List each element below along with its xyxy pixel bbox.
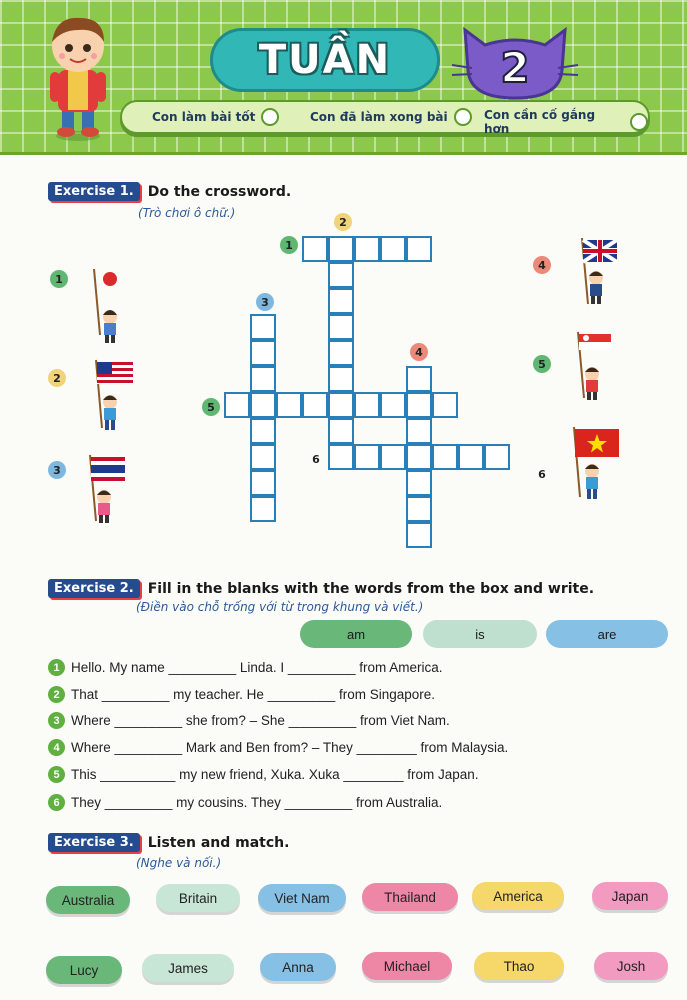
country-vietnam[interactable]: Viet Nam: [258, 884, 346, 912]
name-james[interactable]: James: [142, 954, 234, 982]
exercise2-subtitle: (Điền vào chỗ trống với từ trong khung và viết.): [136, 600, 424, 614]
kid-britain-flag-icon: [578, 236, 622, 310]
sentence-number: 5: [48, 766, 65, 783]
name-lucy[interactable]: Lucy: [46, 956, 122, 984]
exercise2-tag: Exercise 2.: [48, 579, 140, 598]
crossword-cell[interactable]: [328, 444, 354, 470]
word-box-is: is: [423, 620, 537, 648]
country-america[interactable]: America: [472, 882, 564, 910]
sentence-text: Hello. My name _________ Linda. I _________ from America.: [71, 660, 443, 675]
crossword-cell[interactable]: [328, 392, 354, 418]
name-josh[interactable]: Josh: [594, 952, 668, 980]
crossword-cell[interactable]: [406, 496, 432, 522]
word-box-are: are: [546, 620, 668, 648]
sentence-number: 6: [48, 794, 65, 811]
sentence-1[interactable]: [48, 659, 442, 676]
sentence-text: They _________ my cousins. They _________ from Australia.: [71, 795, 443, 810]
crossword-cell[interactable]: [380, 444, 406, 470]
crossword-cell[interactable]: [406, 444, 432, 470]
crossword-number-5: 5: [202, 398, 220, 416]
crossword-cell[interactable]: [354, 236, 380, 262]
flag-number-4: 4: [533, 256, 551, 274]
crossword-cell[interactable]: [250, 444, 276, 470]
week-title: TUẦN: [258, 37, 392, 83]
exercise1-subtitle: (Trò chơi ô chữ.): [138, 206, 236, 220]
rating-done-label: Con đã làm xong bài: [310, 110, 448, 124]
sentence-number: 1: [48, 659, 65, 676]
rating-try-harder-label: Con cần cố gắng hơn: [484, 108, 596, 136]
sentence-text: That _________ my teacher. He _________ from Singapore.: [71, 687, 435, 702]
exercise3-tag: Exercise 3.: [48, 833, 140, 852]
crossword-cell[interactable]: [406, 392, 432, 418]
crossword-cell[interactable]: [380, 392, 406, 418]
week-title-pill: [210, 28, 440, 92]
crossword-cell[interactable]: [328, 340, 354, 366]
sentence-4[interactable]: [48, 739, 508, 756]
crossword-cell[interactable]: [354, 392, 380, 418]
sentence-2[interactable]: [48, 686, 435, 703]
exercise3-title: Listen and match.: [147, 834, 290, 851]
crossword-cell[interactable]: [432, 392, 458, 418]
crossword-cell[interactable]: [224, 392, 250, 418]
crossword-cell[interactable]: [250, 340, 276, 366]
sentence-number: 3: [48, 712, 65, 729]
sentence-5[interactable]: [48, 766, 479, 783]
crossword-cell[interactable]: [328, 288, 354, 314]
crossword-cell[interactable]: [406, 470, 432, 496]
crossword-cell[interactable]: [250, 496, 276, 522]
crossword-cell[interactable]: [302, 392, 328, 418]
boy-illustration: [38, 8, 118, 143]
crossword-cell[interactable]: [276, 392, 302, 418]
exercise3-header: [48, 833, 289, 852]
crossword-cell[interactable]: [250, 418, 276, 444]
crossword-cell[interactable]: [406, 418, 432, 444]
crossword-cell[interactable]: [328, 262, 354, 288]
name-anna[interactable]: Anna: [260, 953, 336, 981]
week-header: [0, 0, 687, 155]
name-michael[interactable]: Michael: [362, 952, 452, 980]
word-box-am: am: [300, 620, 412, 648]
crossword-cell[interactable]: [380, 236, 406, 262]
exercise3-subtitle: (Nghe và nối.): [136, 856, 222, 870]
name-thao[interactable]: Thao: [474, 952, 564, 980]
exercise1-header: [48, 182, 291, 201]
crossword-number-4: 4: [410, 343, 428, 361]
country-japan[interactable]: Japan: [592, 882, 668, 910]
flag-number-1: 1: [50, 270, 68, 288]
sentence-text: Where _________ Mark and Ben from? – They ________ from Malaysia.: [71, 740, 509, 755]
kid-vietnam-flag-icon: [570, 425, 622, 503]
rating-good[interactable]: [152, 108, 279, 126]
rating-done-checkbox[interactable]: [454, 108, 472, 126]
crossword-cell[interactable]: [250, 470, 276, 496]
crossword-cell[interactable]: [328, 314, 354, 340]
crossword-cell[interactable]: [250, 366, 276, 392]
sentence-3[interactable]: [48, 712, 450, 729]
exercise1-tag: Exercise 1.: [48, 182, 140, 201]
crossword-cell[interactable]: [406, 522, 432, 548]
flag-number-6: 6: [538, 467, 546, 481]
flag-number-3: 3: [48, 461, 66, 479]
crossword-cell[interactable]: [328, 418, 354, 444]
kid-singapore-flag-icon: [574, 330, 618, 404]
exercise1-title: Do the crossword.: [147, 183, 292, 200]
week-number: 2: [500, 43, 530, 92]
rating-good-label: Con làm bài tốt: [152, 110, 256, 124]
rating-try-harder[interactable]: [484, 108, 648, 136]
rating-try-harder-checkbox[interactable]: [630, 113, 648, 131]
country-britain[interactable]: Britain: [156, 884, 240, 912]
crossword-number-6: 6: [312, 452, 320, 466]
exercise2-header: [48, 579, 594, 598]
kid-america-flag-icon: [92, 358, 138, 434]
kid-thailand-flag-icon: [86, 453, 130, 527]
crossword-cell[interactable]: [250, 392, 276, 418]
crossword-cell[interactable]: [354, 444, 380, 470]
country-australia[interactable]: Australia: [46, 886, 130, 914]
rating-bar: [120, 100, 650, 134]
crossword-cell[interactable]: [484, 444, 510, 470]
cat-badge-icon: [450, 10, 580, 105]
rating-done[interactable]: [310, 108, 472, 126]
crossword-cell[interactable]: [250, 314, 276, 340]
sentence-number: 2: [48, 686, 65, 703]
crossword-cell[interactable]: [302, 236, 328, 262]
flag-number-2: 2: [48, 369, 66, 387]
crossword-cell[interactable]: [328, 366, 354, 392]
flag-number-5: 5: [533, 355, 551, 373]
crossword-cell[interactable]: [458, 444, 484, 470]
country-thailand[interactable]: Thailand: [362, 883, 458, 911]
rating-good-checkbox[interactable]: [261, 108, 279, 126]
crossword-cell[interactable]: [328, 236, 354, 262]
exercise2-title: Fill in the blanks with the words from the box and write.: [147, 580, 595, 597]
crossword-number-1: 1: [280, 236, 298, 254]
crossword-number-3: 3: [256, 293, 274, 311]
sentence-text: This __________ my new friend, Xuka. Xuka ________ from Japan.: [71, 767, 479, 782]
crossword-cell[interactable]: [432, 444, 458, 470]
crossword-number-2: 2: [334, 213, 352, 231]
sentence-text: Where _________ she from? – She _________ from Viet Nam.: [71, 713, 450, 728]
sentence-number: 4: [48, 739, 65, 756]
kid-japan-flag-icon: [86, 265, 130, 345]
crossword-cell[interactable]: [406, 366, 432, 392]
crossword-cell[interactable]: [406, 236, 432, 262]
sentence-6[interactable]: [48, 794, 442, 811]
